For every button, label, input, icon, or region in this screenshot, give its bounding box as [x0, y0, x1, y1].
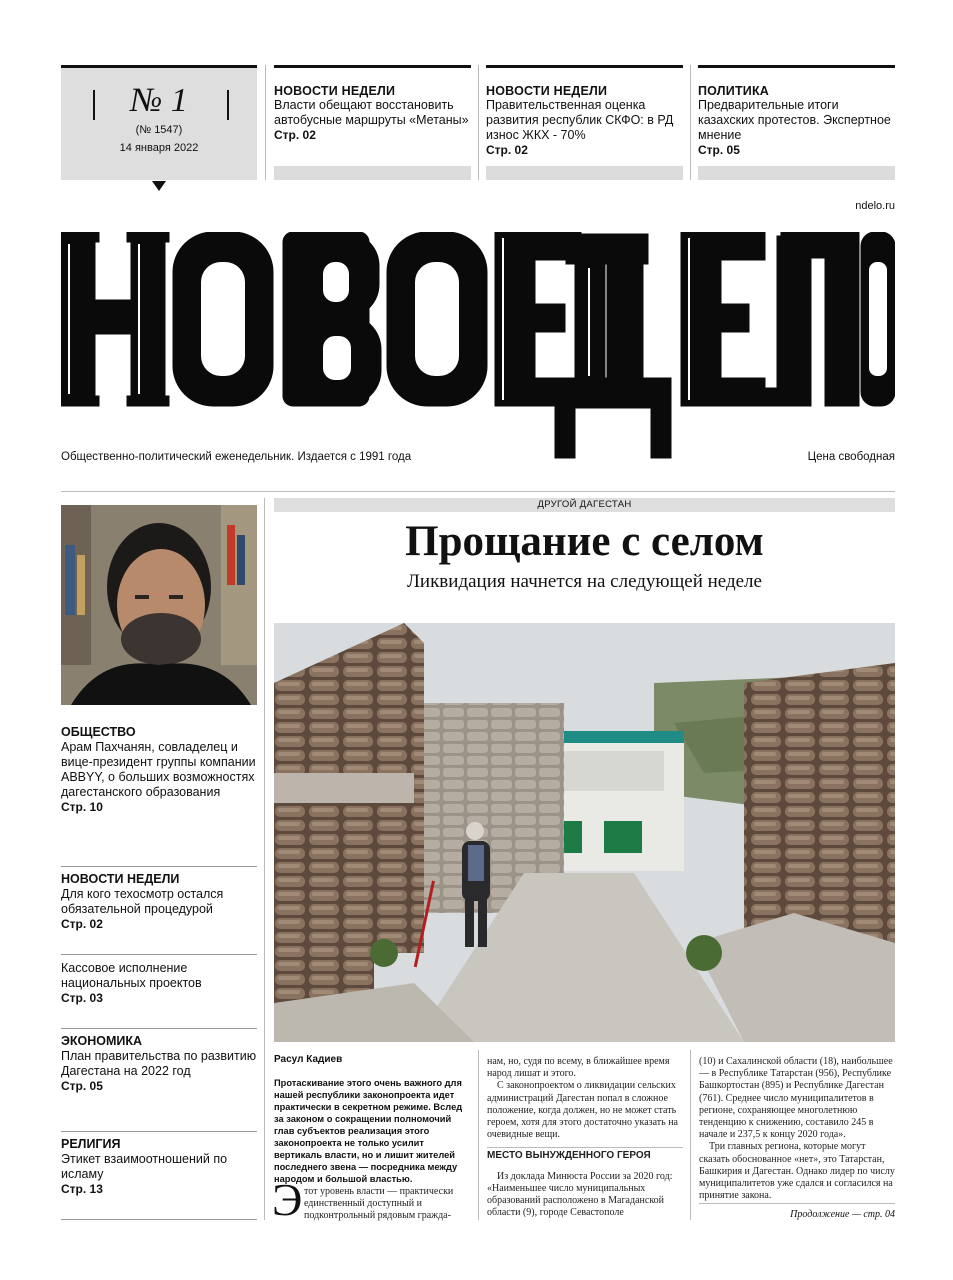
- issue-pointer-icon: [152, 181, 166, 191]
- story-paragraph: (10) и Сахалинской области (18), наибольшее — в Республике Татарстан (956), Республике Башкортостан (895) и Республике Дагестан (761). Среднее число муниципалитетов в регионе, сохраняющее многолетнюю тенденцию к снижению, составило 245 в начале и 237,5 к концу 2020 года».: [699, 1056, 893, 1141]
- issue-total-number: (№ 1547): [135, 124, 183, 136]
- left-divider: [61, 1131, 257, 1132]
- story-dropcap: Э: [272, 1174, 303, 1225]
- left-divider: [61, 1028, 257, 1029]
- logo-letter: [283, 232, 381, 406]
- left-item-page[interactable]: Стр. 03: [61, 991, 103, 1005]
- story-column-1: [304, 1186, 470, 1223]
- left-item-rubric: НОВОСТИ НЕДЕЛИ: [61, 872, 180, 886]
- teaser-1[interactable]: [274, 65, 471, 180]
- story-column-3: [699, 1056, 895, 1202]
- left-item-4[interactable]: [61, 1034, 257, 1094]
- story-author: Расул Кадиев: [274, 1054, 343, 1065]
- top-divider: [478, 65, 479, 180]
- column-divider: [264, 498, 265, 1220]
- left-item-5[interactable]: [61, 1137, 257, 1197]
- teaser-2[interactable]: [486, 65, 683, 180]
- left-item-1[interactable]: [61, 725, 257, 815]
- story-lead: Протаскивание этого очень важного для нашей республики законопроекта идет практически в секретном режиме. Вслед за законом о сокращении полномочий глав субъектов реализация этого законопроекта не только усилит вертикаль власти, но и лишит жителей последнего звена — посредника между народом и большой властью.: [274, 1078, 463, 1184]
- column-divider: [478, 1050, 479, 1220]
- logo-letter: [681, 232, 765, 406]
- left-item-text[interactable]: Для кого техосмотр остался обязательной процедурой: [61, 887, 224, 916]
- left-item-text[interactable]: План правительства по развитию Дагестана на 2022 год: [61, 1049, 257, 1078]
- left-divider: [61, 954, 257, 955]
- site-url[interactable]: ndelo.ru: [855, 200, 895, 212]
- left-divider: [61, 866, 257, 867]
- story-subheading: МЕСТО ВЫНУЖДЕННОГО ГЕРОЯ: [487, 1147, 683, 1164]
- left-item-page[interactable]: Стр. 05: [61, 1079, 103, 1093]
- left-item-rubric: РЕЛИГИЯ: [61, 1137, 121, 1151]
- teaser-page[interactable]: Стр. 05: [698, 143, 740, 157]
- teaser-3[interactable]: [698, 65, 895, 180]
- teaser-rubric: ПОЛИТИКА: [698, 84, 770, 98]
- logo-letter: [61, 232, 169, 406]
- story-paragraph: С законопроектом о ликвидации сельских администраций Дагестан попал в сложное положение, когда должен, но не может стать героем, хотя для этого достаточно указать на очевидные вещи.: [487, 1080, 678, 1141]
- left-item-text[interactable]: Кассовое исполнение национальных проектов: [61, 961, 202, 990]
- top-divider: [690, 65, 691, 180]
- teaser-rubric: НОВОСТИ НЕДЕЛИ: [274, 84, 396, 98]
- slogan: Общественно-политический еженедельник. Издается с 1991 года: [61, 451, 412, 463]
- teaser-bar: [274, 166, 471, 180]
- left-item-text[interactable]: Этикет взаимоотношений по исламу: [61, 1152, 228, 1181]
- teaser-bar: [486, 166, 683, 180]
- left-item-page[interactable]: Стр. 02: [61, 917, 103, 931]
- top-divider: [265, 65, 266, 180]
- issue-number: № 1: [130, 82, 188, 119]
- left-item-text[interactable]: Арам Пахчанян, совладелец и вице-президент группы компании ABBYY, о больших возможностях дагестанского образования: [61, 740, 256, 799]
- teaser-rubric: НОВОСТИ НЕДЕЛИ: [486, 84, 608, 98]
- story-paragraph: Три главных региона, которые могут сказать обоснованное «нет», это Татарстан, Башкирия и Дагестан. Однако лидер по числу муниципалитетов уже сдался и согласился на принятие закона.: [699, 1141, 895, 1202]
- teaser-text[interactable]: Предварительные итоги казахских протестов. Экспертное мнение: [698, 98, 891, 142]
- left-item-rubric: ОБЩЕСТВО: [61, 725, 136, 739]
- column-divider: [690, 1050, 691, 1220]
- story-headline[interactable]: Прощание с селом: [405, 518, 764, 565]
- issue-date: 14 января 2022: [119, 142, 199, 154]
- left-item-3[interactable]: [61, 961, 257, 1006]
- section-label: ДРУГОЙ ДАГЕСТАН: [274, 498, 895, 512]
- continued-divider: [699, 1203, 895, 1204]
- teaser-page[interactable]: Стр. 02: [274, 128, 316, 142]
- issue-divider-right: [227, 90, 229, 120]
- logo-wordmark: [61, 232, 895, 462]
- price: Цена свободная: [807, 451, 895, 463]
- left-item-page[interactable]: Стр. 10: [61, 800, 103, 814]
- left-item-2[interactable]: [61, 872, 257, 932]
- issue-number-box: [61, 65, 257, 180]
- story-paragraph: нам, но, судя по всему, в ближайшее время народ лишат и этого.: [487, 1056, 670, 1080]
- portrait-photo: [61, 505, 257, 705]
- continued-link[interactable]: Продолжение — стр. 04: [790, 1209, 895, 1220]
- newspaper-logo: [61, 232, 895, 462]
- story-paragraph: тот уровень власти — практически единственный доступный и подконтрольный рядовым гражда-: [304, 1186, 454, 1222]
- left-item-page[interactable]: Стр. 13: [61, 1182, 103, 1196]
- story-subheadline: Ликвидация начнется на следующей неделе: [407, 571, 762, 592]
- left-divider: [61, 1219, 257, 1220]
- teaser-bar: [698, 166, 895, 180]
- masthead-divider: [61, 491, 895, 492]
- teaser-text[interactable]: Власти обещают восстановить автобусные маршруты «Метаны»: [274, 98, 469, 127]
- story-photo: [274, 623, 895, 1042]
- story-column-2: [487, 1056, 683, 1219]
- story-paragraph: Из доклада Минюста России за 2020 год: «Наименьшее число муниципальных образований расположено в Магаданской области (9), городе Севастополе: [487, 1170, 673, 1219]
- teaser-page[interactable]: Стр. 02: [486, 143, 528, 157]
- logo-letter: [761, 232, 859, 406]
- left-item-rubric: ЭКОНОМИКА: [61, 1034, 143, 1048]
- logo-letter: [555, 234, 671, 458]
- teaser-text[interactable]: Правительственная оценка развития республик СКФО: в РД износ ЖКХ - 70%: [486, 98, 674, 142]
